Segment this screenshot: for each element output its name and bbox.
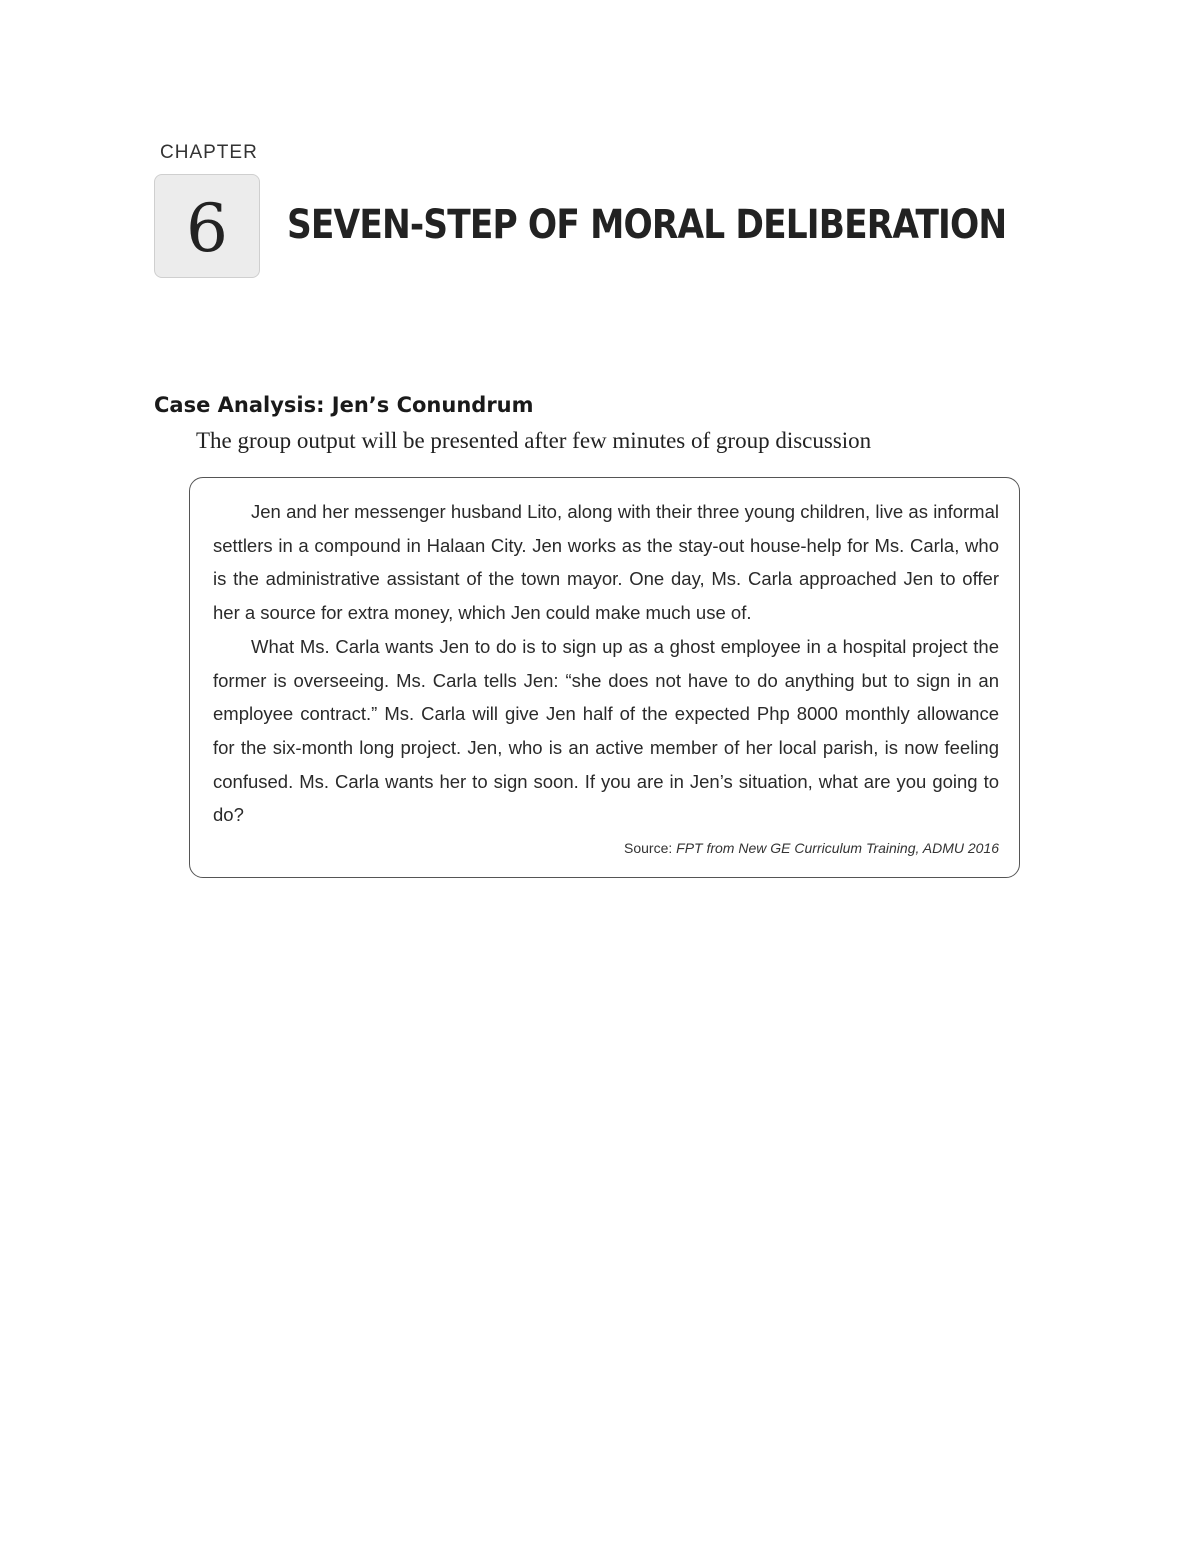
- case-source: [213, 840, 999, 856]
- chapter-number-box: [154, 174, 260, 278]
- case-paragraph-2: What Ms. Carla wants Jen to do is to sign up as a ghost employee in a hospital project the former is overseeing. Ms. Carla tells Jen: “she does not have to do anything but to sign in an employee contract.” Ms. Carla will give Jen half of the expected Php 8000 monthly allowance for the six-month long project. Jen, who is an active member of her local parish, is now feeling confused. Ms. Carla wants her to sign soon. If you are in Jen’s situation, what are you going to do?: [213, 635, 999, 826]
- chapter-number: 6: [186, 190, 228, 267]
- case-source-text: FPT from New GE Curriculum Training, ADMU 2016: [676, 840, 999, 857]
- case-subtitle: The group output will be presented after few minutes of group discussion: [196, 428, 872, 453]
- chapter-title: SEVEN-STEP OF MORAL DELIBERATION: [287, 202, 1007, 248]
- case-heading: Case Analysis: Jen’s Conundrum: [154, 393, 534, 417]
- case-paragraph-1: Jen and her messenger husband Lito, along with their three young children, live as informal settlers in a compound in Halaan City. Jen works as the stay-out house-help for Ms. Carla, who is the administrative assistant of the town mayor. One day, Ms. Carla approached Jen to offer her a source for extra money, which Jen could make much use of.: [213, 501, 999, 624]
- case-text-box: [189, 477, 1020, 878]
- case-source-prefix: Source:: [624, 840, 677, 857]
- chapter-label: CHAPTER: [160, 142, 258, 163]
